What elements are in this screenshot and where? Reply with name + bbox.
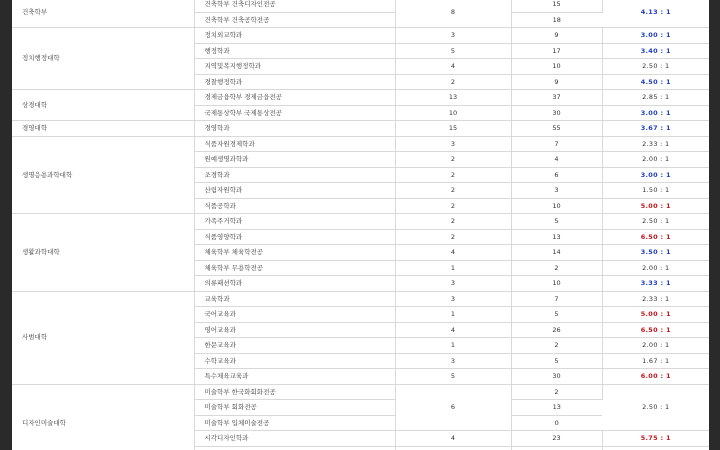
department-cell: 미술학부 입체미술전공: [194, 415, 395, 431]
quota-cell: 2: [395, 74, 511, 90]
competition-rate-cell: 2.33 : 1: [602, 291, 709, 307]
department-cell: 한문교육과: [194, 338, 395, 354]
quota-cell: 1: [395, 338, 511, 354]
competition-rate-cell: 6.00 : 1: [602, 369, 709, 385]
competition-rate-cell: 2.85 : 1: [602, 90, 709, 106]
applicants-cell: 23: [511, 431, 602, 447]
department-cell: 의류패션학과: [194, 276, 395, 292]
table-row: [12, 384, 709, 400]
competition-rate-cell: 3.67 : 1: [602, 121, 709, 137]
quota-cell: 15: [395, 121, 511, 137]
quota-cell: 2: [395, 167, 511, 183]
applicants-cell: 7: [511, 291, 602, 307]
quota-cell: 4: [395, 431, 511, 447]
applicants-cell: 30: [511, 105, 602, 121]
quota-cell: 2: [395, 152, 511, 168]
applicants-cell: 2: [511, 338, 602, 354]
department-cell: 수학교육과: [194, 353, 395, 369]
applicants-cell: 15: [511, 0, 602, 12]
college-cell: 경영대학: [12, 121, 194, 137]
competition-rate-cell: 5.00 : 1: [602, 198, 709, 214]
department-cell: 원예생명과학과: [194, 152, 395, 168]
quota-cell: 13: [395, 90, 511, 106]
quota-cell: [395, 446, 511, 450]
quota-cell: 3: [395, 291, 511, 307]
table-row: [12, 136, 709, 152]
applicants-cell: 26: [511, 322, 602, 338]
department-cell: 국어교육과: [194, 307, 395, 323]
department-cell: 조경학과: [194, 167, 395, 183]
competition-rate-cell: 5.00 : 1: [602, 307, 709, 323]
department-cell: 영어교육과: [194, 322, 395, 338]
department-cell: 체육학부 무용학전공: [194, 260, 395, 276]
quota-cell: 4: [395, 245, 511, 261]
competition-rate-cell: 4.50 : 1: [602, 74, 709, 90]
table-row: [12, 28, 709, 44]
quota-cell: 10: [395, 105, 511, 121]
competition-rate-cell: 2.50 : 1: [602, 59, 709, 75]
quota-cell: 8: [395, 0, 511, 28]
table-row: [12, 90, 709, 106]
quota-cell: 5: [395, 43, 511, 59]
applicants-cell: 5: [511, 353, 602, 369]
department-cell: 식품영양학과: [194, 229, 395, 245]
quota-cell: 2: [395, 214, 511, 230]
applicants-cell: 55: [511, 121, 602, 137]
competition-rate-cell: 3.00 : 1: [602, 28, 709, 44]
quota-cell: 2: [395, 229, 511, 245]
department-cell: 교육학과: [194, 291, 395, 307]
competition-rate-cell: 1.67 : 1: [602, 353, 709, 369]
applicants-cell: 6: [511, 167, 602, 183]
department-cell: 가족주거학과: [194, 214, 395, 230]
quota-cell: 4: [395, 59, 511, 75]
competition-rate-table: [12, 0, 709, 450]
applicants-cell: 7: [511, 136, 602, 152]
competition-rate-cell: 3.00 : 1: [602, 167, 709, 183]
quota-cell: 3: [395, 28, 511, 44]
quota-cell: 4: [395, 322, 511, 338]
competition-rate-cell: [602, 446, 709, 450]
applicants-cell: 2: [511, 384, 602, 400]
applicants-cell: 13: [511, 400, 602, 416]
quota-cell: 3: [395, 136, 511, 152]
competition-rate-cell: 3.40 : 1: [602, 43, 709, 59]
competition-rate-cell: 2.50 : 1: [602, 214, 709, 230]
department-cell: 미술학부 한국화회화전공: [194, 384, 395, 400]
department-cell: 건축학부 건축공학전공: [194, 12, 395, 28]
department-cell: 경제금융학부 경제금융전공: [194, 90, 395, 106]
department-cell: 식품공학과: [194, 198, 395, 214]
competition-rate-cell: 1.50 : 1: [602, 183, 709, 199]
applicants-cell: 13: [511, 229, 602, 245]
department-cell: [194, 446, 395, 450]
table-row: [12, 291, 709, 307]
competition-rate-cell: 5.75 : 1: [602, 431, 709, 447]
applicants-cell: 10: [511, 276, 602, 292]
college-cell: 상경대학: [12, 90, 194, 121]
applicants-cell: 4: [511, 152, 602, 168]
applicants-cell: 30: [511, 369, 602, 385]
department-cell: 지역및복지행정학과: [194, 59, 395, 75]
competition-rate-cell: 2.00 : 1: [602, 260, 709, 276]
quota-cell: 3: [395, 353, 511, 369]
quota-cell: 1: [395, 307, 511, 323]
department-cell: 미술학부 회화전공: [194, 400, 395, 416]
table-row: [12, 121, 709, 137]
applicants-cell: 9: [511, 74, 602, 90]
quota-cell: 1: [395, 260, 511, 276]
competition-rate-cell: 2.00 : 1: [602, 338, 709, 354]
results-page: [12, 0, 709, 450]
applicants-cell: 10: [511, 59, 602, 75]
applicants-cell: 17: [511, 43, 602, 59]
applicants-cell: 18: [511, 12, 602, 28]
competition-rate-cell: 6.50 : 1: [602, 322, 709, 338]
table-row: [12, 0, 709, 12]
quota-cell: 6: [395, 384, 511, 431]
applicants-cell: 0: [511, 415, 602, 431]
department-cell: 건축학부 건축디자인전공: [194, 0, 395, 12]
competition-rate-cell: 2.00 : 1: [602, 152, 709, 168]
competition-rate-cell: 6.50 : 1: [602, 229, 709, 245]
department-cell: 경찰행정학과: [194, 74, 395, 90]
department-cell: 경영학과: [194, 121, 395, 137]
department-cell: 산림자원학과: [194, 183, 395, 199]
department-cell: 체육학부 체육학전공: [194, 245, 395, 261]
college-cell: 생명응용과학대학: [12, 136, 194, 214]
table-body: [12, 0, 709, 450]
department-cell: 시각디자인학과: [194, 431, 395, 447]
department-cell: 식품자원경제학과: [194, 136, 395, 152]
department-cell: 국제통상학부 국제통상전공: [194, 105, 395, 121]
applicants-cell: 9: [511, 28, 602, 44]
competition-rate-cell: 2.33 : 1: [602, 136, 709, 152]
quota-cell: 3: [395, 276, 511, 292]
competition-rate-cell: 2.50 : 1: [602, 384, 709, 431]
department-cell: 행정학과: [194, 43, 395, 59]
quota-cell: 5: [395, 369, 511, 385]
college-cell: 정치행정대학: [12, 28, 194, 90]
college-cell: 디자인미술대학: [12, 384, 194, 450]
applicants-cell: 37: [511, 90, 602, 106]
college-cell: 생활과학대학: [12, 214, 194, 292]
competition-rate-cell: 3.33 : 1: [602, 276, 709, 292]
competition-rate-cell: 4.13 : 1: [602, 0, 709, 28]
applicants-cell: [511, 446, 602, 450]
table-row: [12, 214, 709, 230]
department-cell: 특수체육교육과: [194, 369, 395, 385]
applicants-cell: 2: [511, 260, 602, 276]
college-cell: 사범대학: [12, 291, 194, 384]
applicants-cell: 5: [511, 307, 602, 323]
competition-rate-cell: 3.00 : 1: [602, 105, 709, 121]
quota-cell: 2: [395, 198, 511, 214]
applicants-cell: 5: [511, 214, 602, 230]
applicants-cell: 10: [511, 198, 602, 214]
college-cell: 건축학부: [12, 0, 194, 28]
department-cell: 정치외교학과: [194, 28, 395, 44]
applicants-cell: 3: [511, 183, 602, 199]
applicants-cell: 14: [511, 245, 602, 261]
quota-cell: 2: [395, 183, 511, 199]
competition-rate-cell: 3.50 : 1: [602, 245, 709, 261]
